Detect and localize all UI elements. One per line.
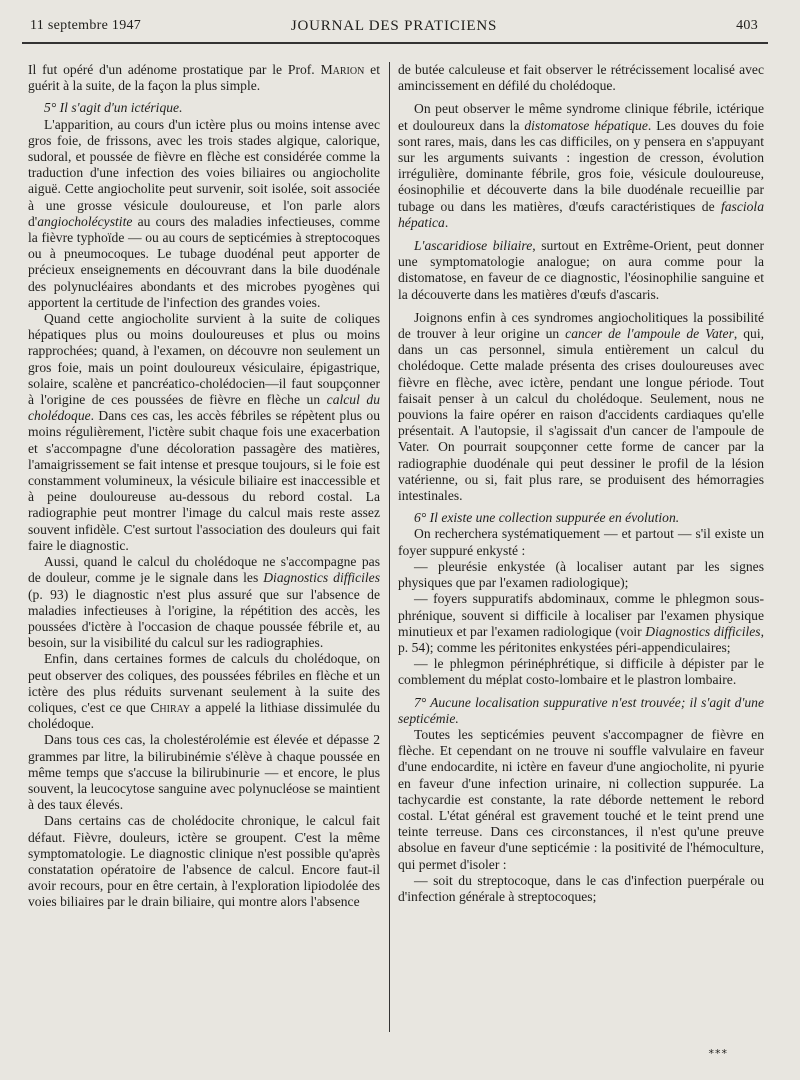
list-item: — soit du streptocoque, dans le cas d'infection puerpérale ou d'infection générale à streptocoques; bbox=[398, 872, 764, 904]
paragraph: Joignons enfin à ces syndromes angiocholitiques la possibilité de trouver à leur origine un cancer de l'ampoule de Vater, qui, dans un cas personnel, simula entièrement un calcul du cholédoque. Cette malade présenta des crises douloureuses avec fièvre en flèche, avec ictère, pendant une longue période. Tout faisait penser à un calcul du cholédoque. Seulement, nous ne pouvions la faire opérer en raison d'accidents cardiaques qu'elle présentait. A l'autopsie, il s'agissait d'un cancer de l'ampoule de Vater. On pourrait soupçonner cette forme de cancer par la radiographie duodénale qui peut dessiner le profil de la lésion vatérienne, ou si, fait plus rare, se produisent des hémorragies intestinales. bbox=[398, 309, 764, 504]
header-rule bbox=[22, 42, 768, 44]
list-item: — pleurésie enkystée (à localiser autant par les signes physiques que par l'examen radiologique); bbox=[398, 558, 764, 591]
paragraph: Il fut opéré d'un adénome prostatique par le Prof. Marion et guérit à la suite, de la façon la plus simple. bbox=[28, 62, 380, 94]
section-heading-6: 6° Il existe une collection suppurée en évolution. bbox=[414, 510, 680, 526]
author-name: Marion bbox=[320, 62, 365, 77]
list-item: — foyers suppuratifs abdominaux, comme le phlegmon sous-phrénique, souvent si difficile à localiser par l'examen physique minutieux et par l'examen radiologique (voir Diagnostics difficiles, p. 54); comme les péritonites enkystées péri-appendiculaires; bbox=[398, 591, 764, 655]
paragraph: Quand cette angiocholite survient à la suite de coliques hépatiques plus ou moins douloureuses et plus ou moins rapprochées; quand, à l'examen, on découvre non seulement un gros foie, mais un point douloureux vésiculaire, épigastrique, solaire, scalène et pancréatico-cholédocien—il faut soupçonner à l'origine de ces poussées de fièvre en flèche un calcul du cholédoque. Dans ces cas, les accès fébriles se répètent plus ou moins régulièrement, l'ictère subit chaque fois une exacerbation et s'accompagne d'une décoloration passagère des matières, l'amaigrissement se fait intense et presque toujours, si le foie est constamment volumineux, la vésicule biliaire est inaccessible et à peine douloureuse au-dessous du rebord costal. La radiographie peut montrer l'image du calcul mais reste assez souvent infidèle. C'est surtout l'association des douleurs qui fait faire le diagnostic. bbox=[28, 311, 380, 553]
paragraph: de butée calculeuse et fait observer le rétrécissement localisé avec amincissement en défilé du cholédoque. bbox=[398, 62, 764, 94]
paragraph: Toutes les septicémies peuvent s'accompagner de fièvre en flèche. Et cependant on ne trouve ni souffle valvulaire en faveur d'une endocardite, ni ictère en faveur d'une angiocholite, ni pyurie en faveur d'une infection urinaire, ni collection suppurée. La tachycardie est constante, la rate déborde nettement le rebord costal. L'état général est gravement touché et le teint prend une teinte terreuse. Dans ces circonstances, il n'est qu'une preuve absolue en faveur d'une septicémie : la positivité de l'hémoculture, qui permet d'isoler : bbox=[398, 726, 764, 872]
column-divider bbox=[389, 62, 390, 1032]
paragraph: L'ascaridiose biliaire, surtout en Extrême-Orient, peut donner une symptomatologie analogue; on aura comme pour la distomatose, en faveur de ce diagnostic, l'éosinophilie sanguine et la découverte dans les matières d'œufs d'ascaris. bbox=[398, 238, 764, 302]
author-name: Chiray bbox=[150, 699, 191, 715]
paragraph: On recherchera systématiquement — et partout — s'il existe un foyer suppuré enkysté : bbox=[398, 526, 764, 558]
section-heading-5: 5° Il s'agit d'un ictérique. bbox=[44, 100, 183, 116]
issue-date: 11 septembre 1947 bbox=[30, 18, 142, 33]
page-number: 403 bbox=[736, 18, 758, 33]
paragraph: L'apparition, au cours d'un ictère plus ou moins intense avec gros foie, de frissons, avec les trois stades algique, calorique, sudoral, et poussée de fièvre en flèche est considérée comme la traduction d'une infection des voies biliaires ou angiocholite aiguë. Cette angiocholite peut survenir, soit isolée, soit associée à une grosse vésicule douloureuse, et l'on parle alors d'angiocholécystite au cours des maladies infectieuses, comme la fièvre typhoïde — ou au cours de septicémies à streptocoques ou à pneumocoques. Le tubage duodénal peut apporter de précieux enseignements en découvrant dans la bile duodénale des polynucléaires abondants et des microbes pyogènes qui apportent la certitude de l'infection des grandes voies. bbox=[28, 116, 380, 310]
end-ornament: *** bbox=[708, 1047, 728, 1060]
list-item: — le phlegmon périnéphrétique, si difficile à dépister par le comblement du méplat costo-lombaire et le plastron lombaire. bbox=[398, 656, 764, 688]
paragraph: Dans tous ces cas, la cholestérolémie est élevée et dépasse 2 grammes par litre, la bilirubinémie s'élève à chaque poussée en même temps que s'accuse la bilirubinurie — et encore, le plus souvent, la leucocytose sanguine avec polynucléose se maintient à des taux élevés. bbox=[28, 732, 380, 813]
journal-title: JOURNAL DES PRATICIENS bbox=[290, 18, 498, 34]
right-column bbox=[398, 62, 764, 1047]
paragraph: Dans certains cas de cholédocite chronique, le calcul fait défaut. Fièvre, douleurs, ictère se groupent. C'est la même symptomatologie. Le diagnostic clinique n'est possible qu'après constatation opératoire de l'absence de calcul. Encore faut-il avoir recours, pour en être certain, à l'exploration lipiodolée des voies biliaires par le drain biliaire, qui montre alors l'absence bbox=[28, 813, 380, 910]
section-heading-7: 7° Aucune localisation suppurative n'est trouvée; il s'agit d'une septicémie. bbox=[398, 694, 764, 726]
left-column bbox=[28, 62, 380, 1047]
paragraph: Enfin, dans certaines formes de calculs du cholédoque, on peut observer des coliques, des poussées fébriles en flèche et un ictère des plus réduits survenant seulement à la suite des coliques, c'est ce que Chiray a appelé la lithiase dissimulée du cholédoque. bbox=[28, 651, 380, 732]
paragraph: On peut observer le même syndrome clinique fébrile, ictérique et douloureux dans la distomatose hépatique. Les douves du foie sont rares, mais, dans les cas difficiles, on y pensera en s'appuyant sur les arguments suivants : ingestion de cresson, évolution irrégulière, dominante fébrile, gros foie, vésicule douloureuse, éosinophilie et découverte dans la bile duodénale recueillie par tubage ou dans les matières, d'œufs caractéristiques de fasciola hépatica. bbox=[398, 101, 764, 230]
running-head bbox=[30, 18, 758, 42]
paragraph: Aussi, quand le calcul du cholédoque ne s'accompagne pas de douleur, comme je le signale dans les Diagnostics difficiles (p. 93) le diagnostic n'est plus assuré que sur l'absence de maladies infectieuses à l'origine, la répétition des accès, les poussées d'ictère à l'occasion de chaque poussée fébrile et, au besoin, sur la visibilité du calcul sur les radiographies. bbox=[28, 554, 380, 651]
